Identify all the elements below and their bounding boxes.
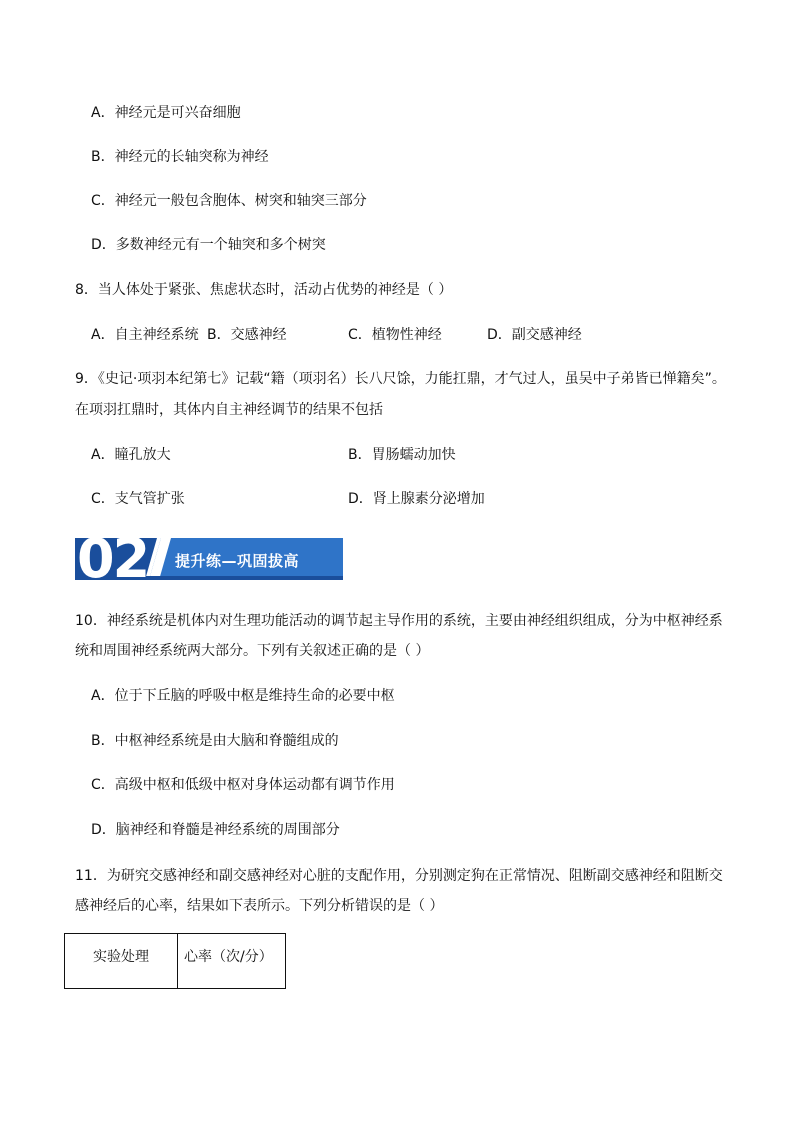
q9-option-d: D．肾上腺素分泌增加 [348, 491, 485, 507]
q10-option-c: C．高级中枢和低级中枢对身体运动都有调节作用 [91, 777, 395, 793]
q11-table [64, 933, 286, 989]
q8-option-c: C．植物性神经 [348, 327, 442, 343]
q8-options [91, 325, 691, 345]
q8-option-d: D．副交感神经 [487, 327, 582, 343]
section-number: 02 [77, 527, 149, 590]
q9-options-row-2 [91, 489, 691, 509]
table-row [65, 934, 286, 989]
q8-stem: 8．当人体处于紧张、焦虑状态时，活动占优势的神经是（ ） [75, 282, 453, 298]
q10-stem-line-1: 10．神经系统是机体内对生理功能活动的调节起主导作用的系统，主要由神经组织组成，分为中枢神经系 [75, 613, 723, 629]
q10-option-d: D．脑神经和脊髓是神经系统的周围部分 [91, 822, 340, 838]
table-header-heart-rate: 心率（次/分） [178, 934, 286, 989]
q9-option-a: A．瞳孔放大 [91, 447, 171, 463]
q9-option-c: C．支气管扩张 [91, 491, 185, 507]
q10-option-a: A．位于下丘脑的呼吸中枢是维持生命的必要中枢 [91, 688, 395, 704]
q9-stem-line-2: 在项羽扛鼎时，其体内自主神经调节的结果不包括 [75, 402, 383, 418]
q9-option-b: B．胃肠蠕动加快 [348, 447, 456, 463]
q10-option-b: B．中枢神经系统是由大脑和脊髓组成的 [91, 733, 339, 749]
q7-option-a: A．神经元是可兴奋细胞 [91, 105, 241, 121]
q11-stem-line-2: 感神经后的心率，结果如下表所示。下列分析错误的是（ ） [75, 898, 444, 914]
q8-option-b: B．交感神经 [207, 327, 287, 343]
q11-stem-line-1: 11．为研究交感神经和副交感神经对心脏的支配作用，分别测定狗在正常情况、阻断副交感神经和阻断交 [75, 868, 723, 884]
q7-option-c: C．神经元一般包含胞体、树突和轴突三部分 [91, 193, 367, 209]
q7-option-d: D．多数神经元有一个轴突和多个树突 [91, 237, 326, 253]
q10-stem-line-2: 统和周围神经系统两大部分。下列有关叙述正确的是（ ） [75, 643, 430, 659]
q8-option-a: A．自主神经系统 [91, 327, 199, 343]
section-title: 提升练—巩固拔高 [175, 552, 300, 570]
q9-stem-line-1: 9．《史记·项羽本纪第七》记载“籍（项羽名）长八尺馀，力能扛鼎，才气过人，虽吴中子弟皆已惮籍矣”。 [75, 371, 726, 387]
q9-options-row-1 [91, 445, 691, 465]
table-header-treatment: 实验处理 [65, 934, 178, 989]
section-banner [75, 527, 343, 590]
q7-option-b: B．神经元的长轴突称为神经 [91, 149, 269, 165]
